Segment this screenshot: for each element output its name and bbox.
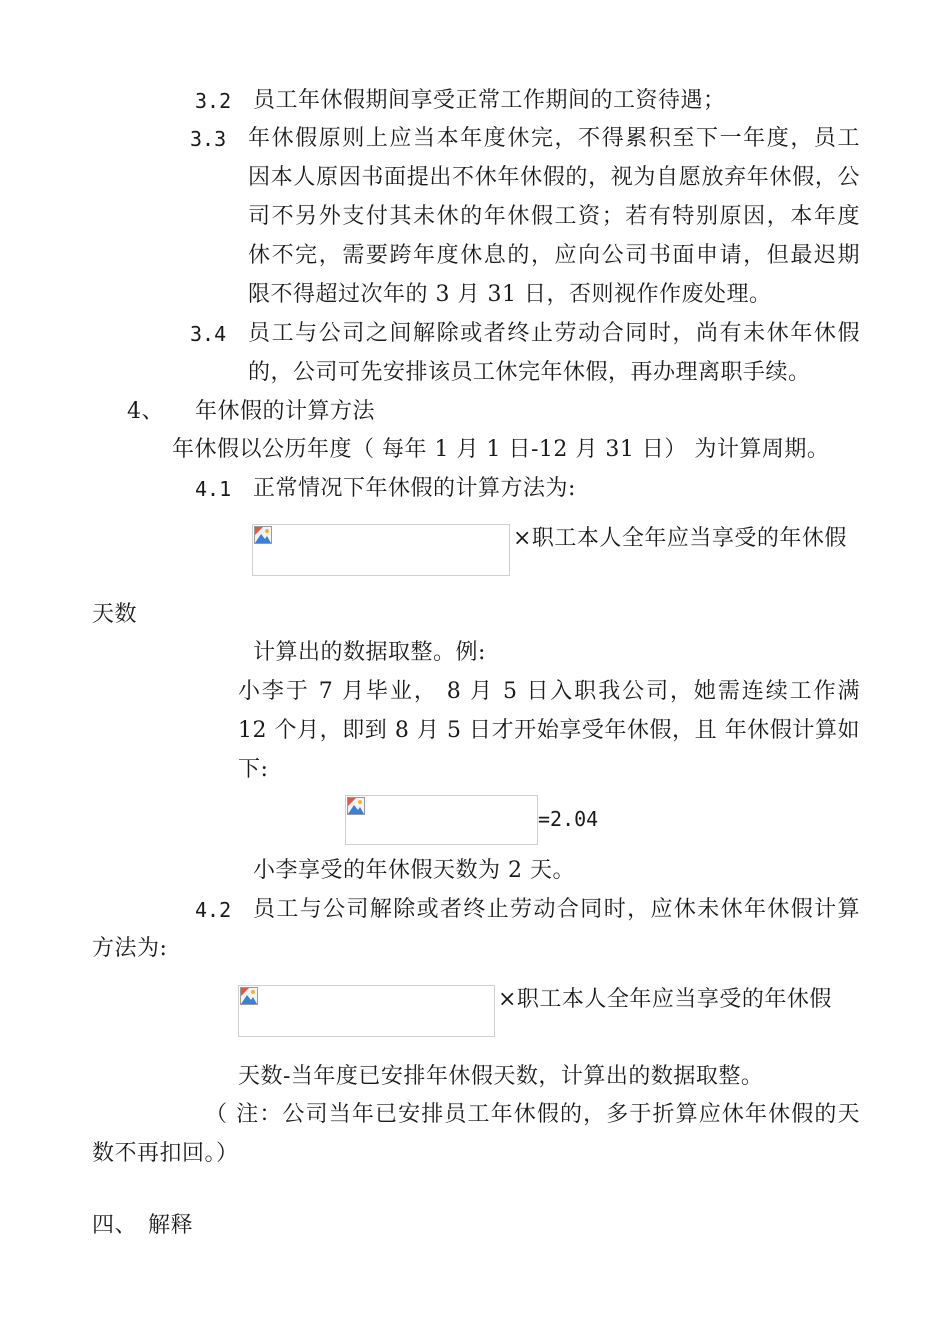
section-3-4-line-1 <box>248 319 860 349</box>
section-4-period: 年休假以公历年度（ 每年 1 月 1 日-12 月 31 日） 为计算周期。 <box>172 437 830 462</box>
section-4-title: 年休假的计算方法 <box>195 399 376 424</box>
section-4-number: 4、 <box>127 399 164 424</box>
formula-4-2-tail: 天数-当年度已安排年休假天数，计算出的数据取整。 <box>238 1064 764 1089</box>
example-text-3: 下: <box>238 757 269 782</box>
section-3-3-text-1: 年休假原则上应当本年度休完，不得累积至下一年度，员工 <box>248 126 860 151</box>
formula-image-4-2 <box>238 985 495 1037</box>
example-line-1 <box>238 677 860 707</box>
broken-image-icon <box>240 987 258 1005</box>
example-text-1: 小李于 7 月毕业， 8 月 5 日入职我公司，她需连续工作满 <box>238 679 860 704</box>
formula-4-2-suffix: ×职工本人全年应当享受的年休假 <box>498 987 832 1012</box>
section-4-2-number: 4.2 <box>195 898 232 922</box>
note-text-1: （ 注：公司当年已安排员工年休假的，多于折算应休年休假的天 <box>205 1102 860 1127</box>
section-3-4-text-2: 的，公司可先安排该员工休完年休假，再办理离职手续。 <box>248 360 811 385</box>
note-text-2: 数不再扣回。） <box>92 1141 239 1166</box>
example-conclusion: 小李享受的年休假天数为 2 天。 <box>253 858 575 883</box>
section-3-3-line-4 <box>248 241 860 271</box>
formula-image-4-1 <box>252 524 510 576</box>
section-3-2-number: 3.2 <box>195 89 232 113</box>
note-line-1 <box>205 1100 860 1130</box>
section-3-2-text: 员工年休假期间享受正常工作期间的工资待遇； <box>253 88 726 113</box>
example-result: =2.04 <box>538 807 599 831</box>
section-3-3-line-2 <box>248 163 860 193</box>
section-4-2-line-1 <box>253 895 860 925</box>
round-note: 计算出的数据取整。例: <box>253 640 486 665</box>
section-3-3-number: 3.3 <box>190 127 227 151</box>
section-4-2-text-2: 方法为: <box>92 936 168 961</box>
broken-image-icon <box>347 797 365 815</box>
broken-image-icon <box>254 526 272 544</box>
section-3-3-text-4: 休不完，需要跨年度休息的，应向公司书面申请，但最迟期 <box>248 243 860 268</box>
section-explain-number: 四、 <box>92 1213 138 1238</box>
section-4-1-number: 4.1 <box>195 477 232 501</box>
section-3-3-text-3: 司不另外支付其未休的年休假工资；若有特别原因，本年度 <box>248 204 860 229</box>
section-3-4-number: 3.4 <box>190 322 227 346</box>
example-formula-image <box>345 795 538 845</box>
section-3-4-text-1: 员工与公司之间解除或者终止劳动合同时，尚有未休年休假 <box>248 321 860 346</box>
section-4-1-title: 正常情况下年休假的计算方法为: <box>253 476 576 501</box>
section-explain-title: 解释 <box>148 1213 194 1238</box>
section-3-3-text-2: 因本人原因书面提出不休年休假的，视为自愿放弃年休假，公 <box>248 165 860 190</box>
formula-4-1-suffix: ×职工本人全年应当享受的年休假 <box>513 526 847 551</box>
section-3-3-text-5: 限不得超过次年的 3 月 31 日，否则视作作废处理。 <box>248 282 772 307</box>
example-text-2: 12 个月，即到 8 月 5 日才开始享受年休假，且 年休假计算如 <box>238 718 860 743</box>
section-3-3-line-1 <box>248 124 860 154</box>
example-line-2 <box>238 716 860 746</box>
section-4-2-text-1: 员工与公司解除或者终止劳动合同时，应休未休年休假计算 <box>253 897 860 922</box>
formula-4-1-tail: 天数 <box>92 602 138 627</box>
section-3-3-line-3 <box>248 202 860 232</box>
